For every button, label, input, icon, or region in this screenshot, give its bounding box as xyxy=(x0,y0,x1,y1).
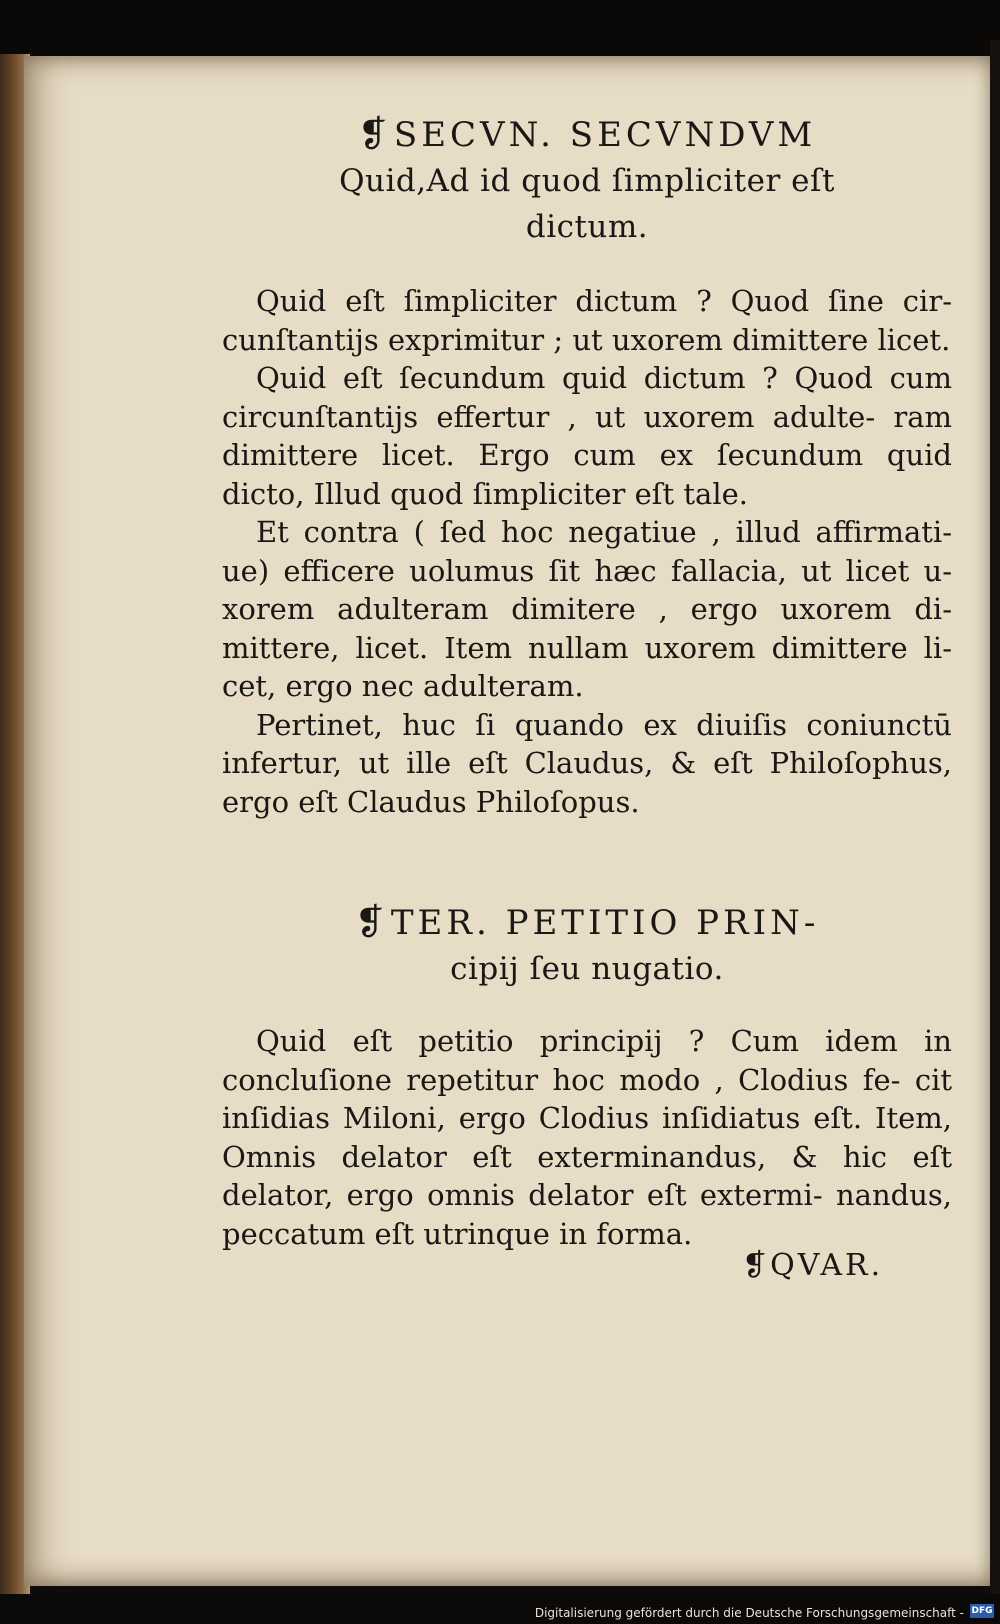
scan-top-border xyxy=(0,0,1000,58)
heading-subtitle: cipij ſeu nugatio. xyxy=(450,951,724,987)
heading-title: TER. PETITIO PRIN- xyxy=(390,903,820,943)
pilcrow-icon: ❡ xyxy=(357,114,390,155)
heading-petitio xyxy=(222,900,952,992)
heading-subtitle-2: dictum. xyxy=(525,209,649,245)
heading-secundum xyxy=(222,112,952,250)
heading-subtitle: Quid,Ad id quod ſimpliciter eſt xyxy=(339,163,835,199)
heading-title: SECVN. SECVNDVM xyxy=(393,115,817,155)
paragraph: Et contra ( ſed hoc negatiue , illud affirmati- ue) efficere uolumus ſit hæc fallacia, ut licet u- xorem adulteram dimitere , ergo uxorem di- mittere, licet. Item nullam uxorem dimittere li- cet, ergo nec adulteram. xyxy=(222,515,952,703)
pilcrow-icon: ❡ xyxy=(354,902,387,943)
catchword: ❡QVAR. xyxy=(742,1248,884,1283)
section-petitio-body xyxy=(222,1022,952,1253)
section-secundum-body xyxy=(222,282,952,821)
paragraph: Quid eſt petitio principij ? Cum idem in concluſione repetitur hoc modo , Clodius fe- cit inſidias Miloni, ergo Clodius inſidiatus eſt. Item, Omnis delator eſt exterminandus, & hic eſt delator, ergo omnis delator eſt extermi- nandus, peccatum eſt utrinque in forma. xyxy=(222,1024,952,1251)
scan-right-border xyxy=(990,40,1000,1600)
paragraph: Quid eſt ſecundum quid dictum ? Quod cum circunſtantijs effertur , ut uxorem adulte- ram dimittere licet. Ergo cum ex ſecundum quid dicto, Illud quod ſimpliciter eſt tale. xyxy=(222,361,952,511)
footer-credit: Digitalisierung gefördert durch die Deutsche Forschungsgemeinschaft - xyxy=(534,1606,964,1620)
dfg-logo: DFG xyxy=(971,1606,993,1616)
paragraph: Quid eſt ſimpliciter dictum ? Quod ſine cir- cunſtantijs exprimitur ; ut uxorem dimittere licet. xyxy=(222,284,952,357)
paragraph: Pertinet, huc ſi quando ex diuiſis coniunctū infertur, ut ille eſt Claudus, & eſt Philoſophus, ergo eſt Claudus Philoſopus. xyxy=(222,707,952,819)
